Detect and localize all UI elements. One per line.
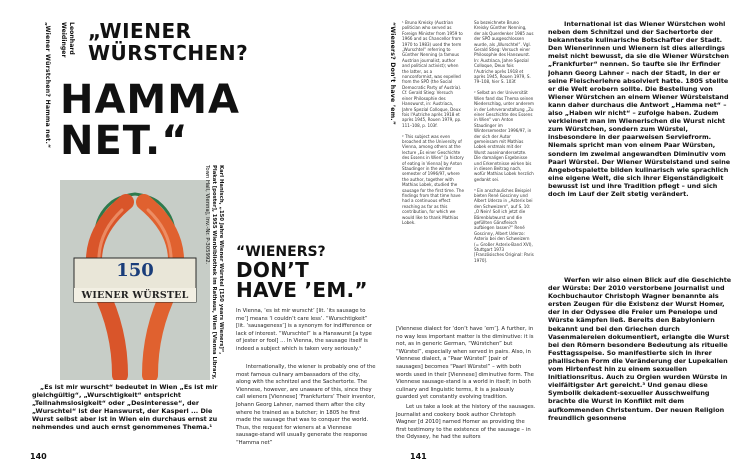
caption-line-1: Karl Hanisch, „150 Jahre Wiener Würstel [150 years Wieners]“, <box>218 165 224 355</box>
headline-line-2: WÜRSTCHEN? <box>88 41 249 65</box>
author-first-name: Leonhard <box>68 22 75 55</box>
german-paragraph-2: Werfen wir also einen Blick auf die Geschichte der Würste: Der 2010 verstorbene Journalist und Kochbuchautor Christoph Wagner benannte als ersten Zeugen für die Existenz der Wurst Homer, der in der Odyssee die Freier um Penelope und Würste kämpfen ließ. Bereits den Babyloniern bekannt und bei den Griechen durch Vasenmalereien dokumentiert, erlangte die Wurst bei den Römern besondere Bedeutung als rituelle Festtagsspeise. So manifestierte sich in ihrer phallischen Form die Veränderung der Lupekalien vom Hirtenfest hin zu einem sexuellen Initiationsritus. Auch zu Orgien wurden Würste in vielfältigster Art gereicht.³ Und genau diese Symbolik dekadent-sexueller Ausschweifung brachte die Wurst in Konflikt mit dem aufkommenden Christentum. Der neuen Religion freundlich gesonnene <box>548 276 732 422</box>
headline-line-4: NET.“ <box>60 118 189 164</box>
english-paragraph-3: [Viennese dialect for ‘don’t have ’em’]. A further, in no way less important matter is the diminutive: it is not, as in generic German, “Würstchen” but “Würstel”, especially when served in pairs. Also, in Viennese dialect, a “Paar Würstel” [pair of sausages] becomes “Paarl Würstel” – with both words used in their [Viennese] diminutive form. The Viennese sausage-stand is a world in itself; in both culinary and linguistic terms, it is a jealously guarded yet constantly evolving tradition. <box>396 326 534 401</box>
right-page-number: 141 <box>410 452 427 461</box>
left-running-title: „Wiener Würstchen? Hamma net.“ <box>44 22 51 149</box>
german-paragraph-1: International ist das Wiener Würstchen wohl neben dem Schnitzel und der Sachertorte der bekannteste kulinarische Botschafter der Stadt. Den Wienerinnen und Wienern ist dies allerdings meist nicht bewusst, da sie die Wiener Würstchen „Frankfurter“ nennen. So taufte sie ihr Erfinder Johann Georg Lahner – nach der Stadt, in der er seine Fleischerlehre absolviert hatte. 1805 stellte er die Welt erobern sollte. Die Bestellung von Wiener Würstchen an einem Wiener Würstelstand kann daher durchaus die Antwort „Hamma net“ – also „Haben wir nicht“ – zufolge haben. Zudem verkleinert man im Wienerischen die Wurst nicht zum Würstchen, sondern zum Würstel, insbesondere in der paarweisen Serviefrorm. Niemals spricht man von einem Paar Würsten, sondern im zweimal angewandten Diminutiv vom Paarl Würstel. Der Wiener Würstelstand und seine Angebotspalette bilden kulinarisch wie sprachlich eine eigene Welt, die sich ihrer Eigenständigkeit bewusst ist und ihre Tradition pflegt – und sich doch im Lauf der Zeit stetig verändert. <box>548 20 731 198</box>
left-page-number: 140 <box>30 452 47 461</box>
english-paragraph-1: In Vienna, ‘es ist mir wurscht’ [lit. ‘its sausage to me’] means ‘I couldn’t care less’. “Wurschtigkeit” [lit. ‘sausageness’] is a synonym for indifference or lack of interest. “Wurschtel” is a Hanswurst [a type of jester or fool] ... In Vienna, the sausage itself is indeed a subject which is taken very seriously.¹ <box>236 308 372 352</box>
headline-large <box>60 77 360 164</box>
caption-line-3: Town Hall, Vienna], Inv.-Nr. P-305992. <box>204 165 210 265</box>
headline <box>88 20 388 64</box>
author-name <box>59 22 75 58</box>
english-heading <box>236 244 376 300</box>
english-heading-line-3: HAVE ’EM.” <box>236 278 368 302</box>
right-running-title: “Wieners? Don’t have ’em.” <box>389 22 396 126</box>
english-heading-line-1: “WIENERS? <box>236 244 326 260</box>
footnotes-german: So bezeichnete Bruno Kreisky Günther Nenning, der als Querdenker 1985 aus der SPÖ ausgeschlossen wurde, als „Wurschtel“. Vgl. Gerald Stieg: Versuch einer Philosophie des Hanswurst. In: Austriaca, Jahre Spezial Colloque, Deux fois l'Autriche après 1918 et après 1945, Rouen 1979, S. 79–108, hier S. 103f. ² Selbst an der Universität Wien fand das Thema seinen Niederschlag, unter anderem in der Lehrveranstaltung „Zu einer Geschichte des Essens in Wien“ von Anton Staudinger im Wintersemester 1996/97, in der sich der Autor gemeinsam mit Mathias Lobek erstmals mit der Wurst auseinandersetzte. Die damaligen Ergebnisse und Erkenntnisse wirken bis in diesen Beitrag nach, wofür Mathias Lobek herzlich gedankt sei. ³ Ein anschauliches Beispiel bieten René Goscinny und Albert Uderzo in „Asterix bei den Schweizern“, auf S. 10: „O Nein! Soll ich jetzt die Bärenblutwurst und die gefüllten Gänsfleisch aufbiegen lassen?“ René Goscinny, Albert Uderzo: Asterix bei den Schweizern (= Großer Asterix-Band XVI), Stuttgart 1973 [Französisches Original: Paris 1970]. <box>474 20 534 263</box>
german-intro: „Es ist mir wurscht“ bedeutet in Wien „Es ist mir gleichgültig“, „Wurschtigkeit“ entspricht „Teilnahmslosigkeit“ oder „Desinteresse“, der „Wurschtel“ ist der Hanswurst, der Kasperl ... Die Wurst selbst aber ist in Wien ein durchaus ernst zu nehmendes und auch ernst genommenes Thema.¹ <box>32 383 218 432</box>
poster-brand: WIENER WÜRSTEL <box>81 290 189 301</box>
english-paragraph-4: Let us take a look at the history of the sausages. Journalist and cookery book author Christoph Wagner [d 2010] named Homer as providing the first testimony to the existence of the sausage – in the Odyssey, he had the suitors <box>396 404 536 441</box>
headline-line-1: „WIENER <box>88 19 192 43</box>
poster-number: 150 <box>116 260 154 281</box>
author-last-name: Weidinger <box>60 22 67 58</box>
poster-caption <box>203 165 224 379</box>
headline-line-3: HAMMA <box>60 77 240 123</box>
sausage-poster-image <box>60 180 210 380</box>
english-paragraph-2: Internationally, the wiener is probably one of the most famous culinary ambassadors of the city, along with the schnitzel and the Sachertorte. The Viennese, however, are unaware of this, since they call wieners [Viennese] ‘Frankfurters’ Their inventor, Johann Georg Lahner, named them after the city where he trained as a butcher; in 1805 he first made the sausage that was to conquer the world. Thus, the request for wieners at a Viennese sausage-stand will usually generate the response “Hamma net” <box>236 364 376 446</box>
caption-line-2: Plakat [poster], 1955 Wienbibliothek im Rathaus, Wien [Vienna Library, <box>211 165 217 380</box>
footnotes-english: ¹ Bruno Kreisky (Austrian politician who served as Foreign Minister from 1959 to 1966 and as Chancellor from 1970 to 1983) used the term „Wurschtel“ referring to Günther Nenning (a famous Austrian journalist, author and political activist); when the latter, as a nonconformist, was expelled from the SPÖ (the Social Democratic Party of Austria). Cf. Gerald Stieg: Versuch einer Philosophie des Hanswurst, in: Austriaca, Jahre Spezial Colloque, Deux fois l'Autriche après 1918 et après 1945, Rouen 1979, pp. 111–108, p. 103f. ² This subject was even broached at the University of Vienna, among others at the lecture „Es einer Geschichte des Essens in Wien“ [a history of eating in Vienna] by Anton Staudinger in the winter semester of 1996/97, where the author, together with Mathias Lobek, studied the sausage for the first time. The findings from that time have had a continuous effect reaching as far as this contribution, for which we would like to thank Mathias Lobek. <box>402 20 464 226</box>
english-heading-line-2: DON’T <box>236 258 310 282</box>
